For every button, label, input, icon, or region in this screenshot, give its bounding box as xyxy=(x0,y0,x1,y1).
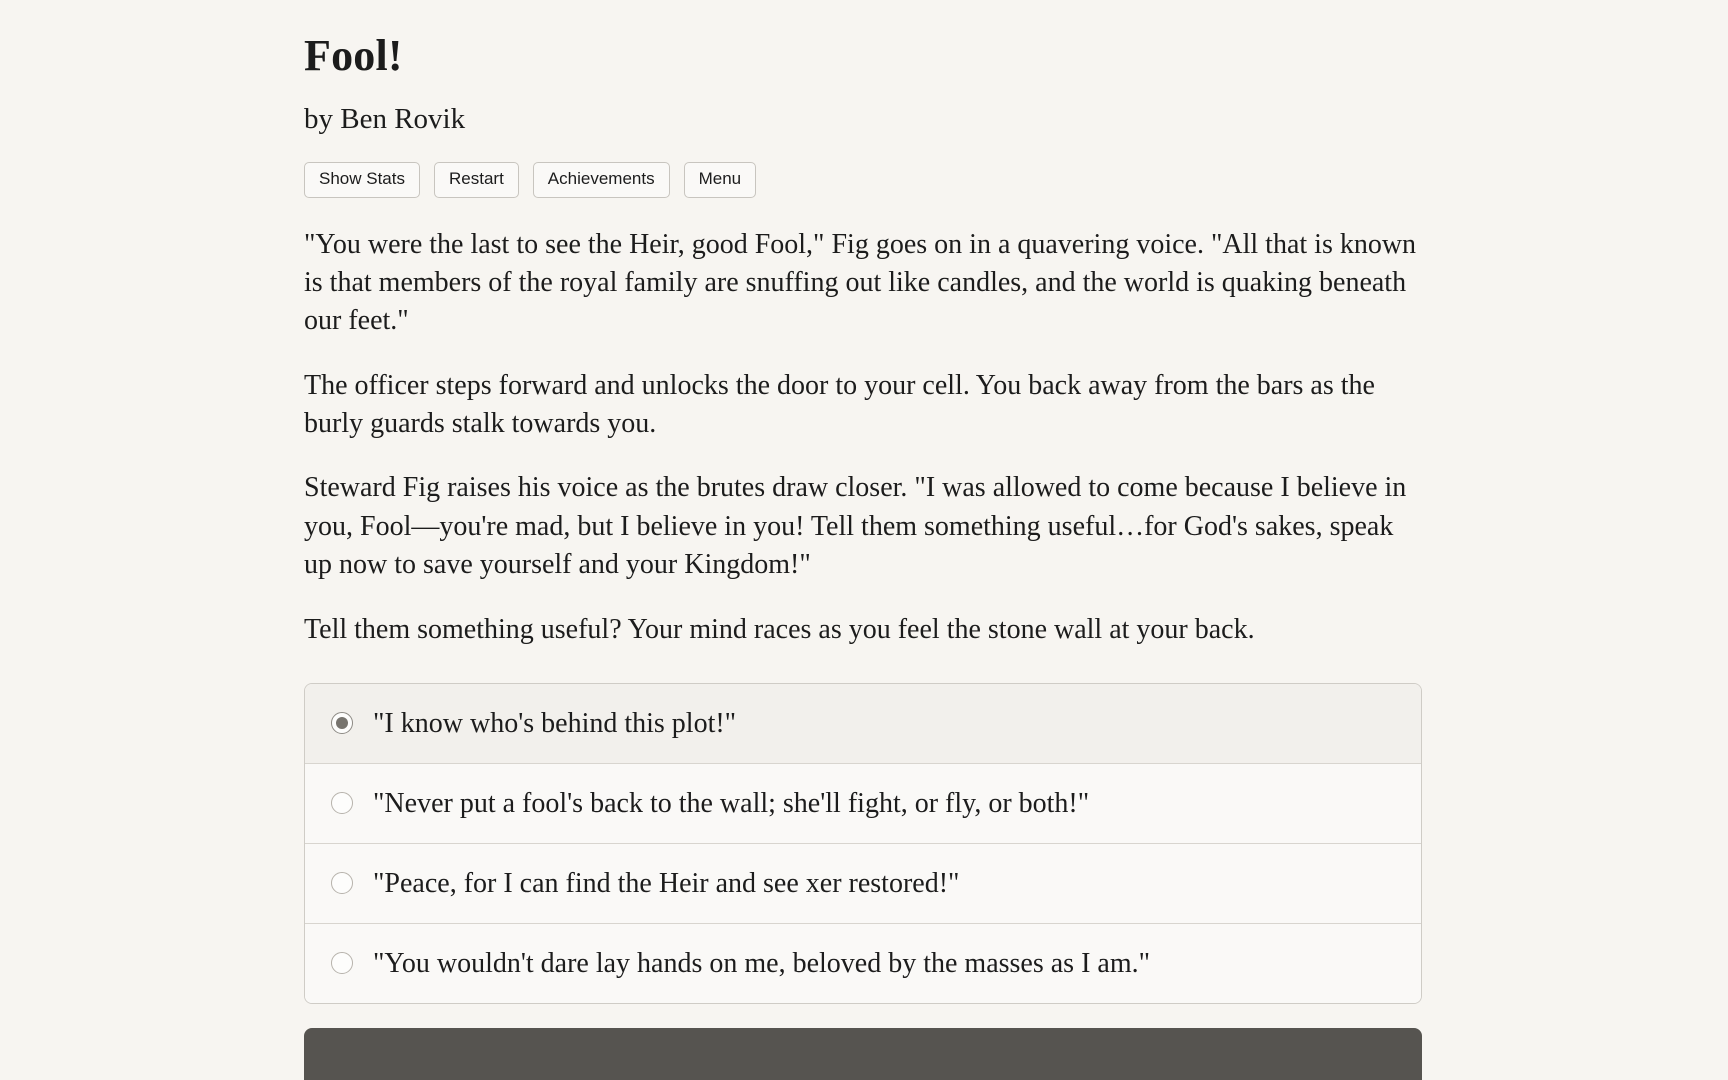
toolbar xyxy=(304,162,1428,198)
show-stats-button[interactable]: Show Stats xyxy=(304,162,420,198)
choice-label: "You wouldn't dare lay hands on me, beloved by the masses as I am." xyxy=(373,947,1151,979)
choice-option[interactable] xyxy=(305,924,1421,1003)
choice-label: "Peace, for I can find the Heir and see xer restored!" xyxy=(373,867,960,899)
author-byline: by Ben Rovik xyxy=(304,103,466,135)
radio-icon[interactable] xyxy=(331,792,353,814)
choice-option[interactable] xyxy=(305,844,1421,924)
next-button[interactable] xyxy=(304,1028,1422,1080)
story-column xyxy=(304,0,1428,1080)
choice-option[interactable] xyxy=(305,764,1421,844)
menu-button[interactable]: Menu xyxy=(684,162,757,198)
page-title: Fool! xyxy=(304,31,403,80)
radio-icon[interactable] xyxy=(331,872,353,894)
achievements-button[interactable]: Achievements xyxy=(533,162,670,198)
choice-label: "Never put a fool's back to the wall; she'll fight, or fly, or both!" xyxy=(373,787,1090,819)
story-paragraph: The officer steps forward and unlocks the door to your cell. You back away from the bars as the burly guards stalk towards you. xyxy=(304,369,1375,440)
restart-button[interactable]: Restart xyxy=(434,162,519,198)
choice-option[interactable] xyxy=(305,684,1421,764)
story-paragraph: Steward Fig raises his voice as the brutes draw closer. "I was allowed to come because I believe in you, Fool—you're mad, but I believe in you! Tell them something useful…for God's sakes, speak up now to save yourself and your Kingdom!" xyxy=(304,472,1407,581)
choice-list xyxy=(304,683,1422,1004)
radio-icon[interactable] xyxy=(331,952,353,974)
radio-icon[interactable] xyxy=(331,712,353,734)
story-paragraph: Tell them something useful? Your mind races as you feel the stone wall at your back. xyxy=(304,613,1255,645)
choice-label: "I know who's behind this plot!" xyxy=(373,707,737,739)
story-paragraph: "You were the last to see the Heir, good Fool," Fig goes on in a quavering voice. "All that is known is that members of the royal family are snuffing out like candles, and the world is quaking beneath our feet." xyxy=(304,228,1417,337)
